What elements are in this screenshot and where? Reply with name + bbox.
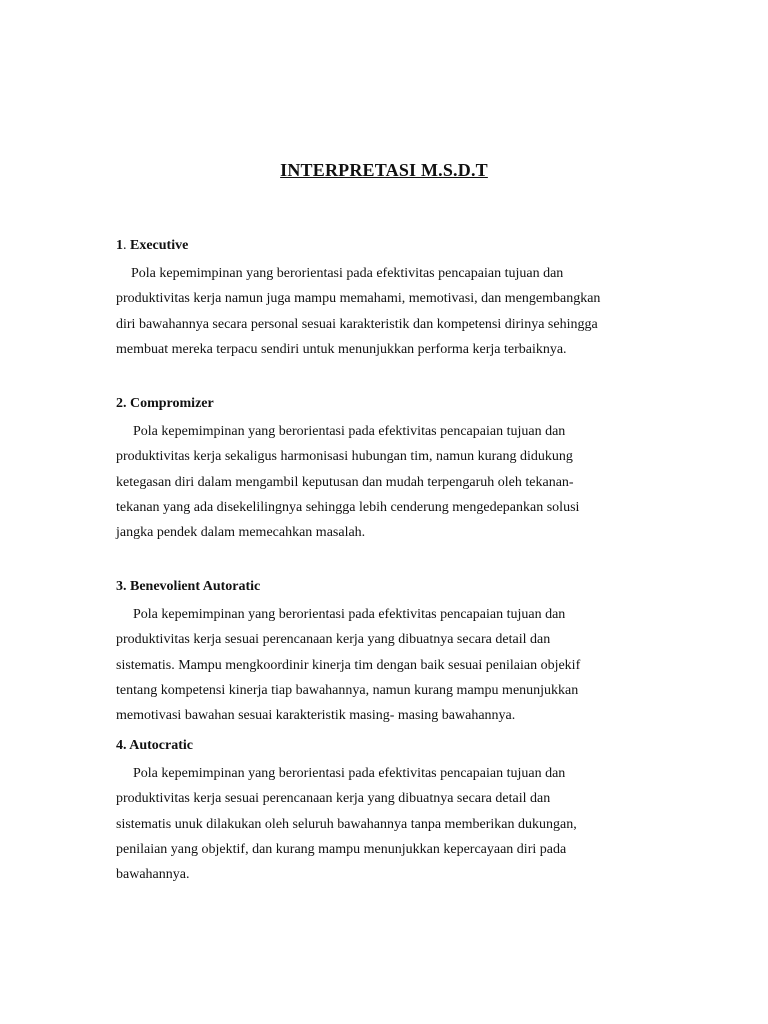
paragraph-line: bawahannya.	[116, 867, 190, 883]
paragraph-line: produktivitas kerja sesuai perencanaan kerja yang dibuatnya secara detail dan	[116, 632, 551, 648]
paragraph-line: membuat mereka terpacu sendiri untuk menunjukkan performa kerja terbaiknya.	[116, 341, 567, 357]
paragraph-line: produktivitas kerja sekaligus harmonisasi hubungan tim, namun kurang didukung	[116, 449, 573, 465]
paragraph-line: tentang kompetensi kinerja tiap bawahannya, namun kurang mampu menunjukkan	[116, 682, 579, 698]
paragraph-line: tekanan yang ada disekelilingnya sehingga lebih cenderung mengedepankan solusi	[116, 499, 580, 515]
section-heading: 4. Autocratic	[116, 738, 193, 753]
paragraph-line: jangka pendek dalam memecahkan masalah.	[116, 525, 366, 541]
section-heading-text: Executive	[130, 238, 189, 253]
paragraph-line: Pola kepemimpinan yang berorientasi pada efektivitas pencapaian tujuan dan	[133, 607, 566, 622]
section-heading	[116, 236, 656, 256]
paragraph-line: Pola kepemimpinan yang berorientasi pada efektivitas pencapaian tujuan dan	[133, 424, 566, 439]
section-autocratic	[116, 736, 656, 887]
section-paragraph	[116, 602, 656, 728]
page-title: INTERPRETASI M.S.D.T	[280, 160, 488, 180]
paragraph-line: sistematis. Mampu mengkoordinir kinerja tim dengan baik sesuai penilaian objekif	[116, 657, 581, 673]
paragraph-line: sistematis unuk dilakukan oleh seluruh bawahannya tanpa memberikan dukungan,	[116, 816, 577, 832]
section-heading: 2. Compromizer	[116, 396, 214, 411]
section-compromizer	[116, 394, 656, 545]
section-paragraph	[116, 761, 656, 887]
paragraph-line: ketegasan diri dalam mengambil keputusan dan mudah terpengaruh oleh tekanan-	[116, 474, 574, 490]
section-number-suffix: .	[123, 238, 130, 253]
paragraph-line: produktivitas kerja namun juga mampu memahami, memotivasi, dan mengembangkan	[116, 291, 601, 307]
paragraph-line: memotivasi bawahan sesuai karakteristik masing- masing bawahannya.	[116, 708, 516, 724]
paragraph-line: diri bawahannya secara personal sesuai karakteristik dan kompetensi dirinya sehingga	[116, 316, 598, 332]
section-number: 1	[116, 238, 123, 253]
paragraph-line: Pola kepemimpinan yang berorientasi pada efektivitas pencapaian tujuan dan	[133, 766, 566, 781]
section-paragraph	[116, 261, 656, 362]
section-benevolient-autoratic	[116, 577, 656, 728]
section-executive	[116, 236, 656, 362]
section-heading: 3. Benevolient Autoratic	[116, 579, 261, 594]
paragraph-line: penilaian yang objektif, dan kurang mampu menunjukkan kepercayaan diri pada	[116, 841, 567, 857]
section-paragraph	[116, 419, 656, 545]
paragraph-line: Pola kepemimpinan yang berorientasi pada efektivitas pencapaian tujuan dan	[131, 266, 564, 281]
paragraph-line: produktivitas kerja sesuai perencanaan kerja yang dibuatnya secara detail dan	[116, 791, 551, 807]
